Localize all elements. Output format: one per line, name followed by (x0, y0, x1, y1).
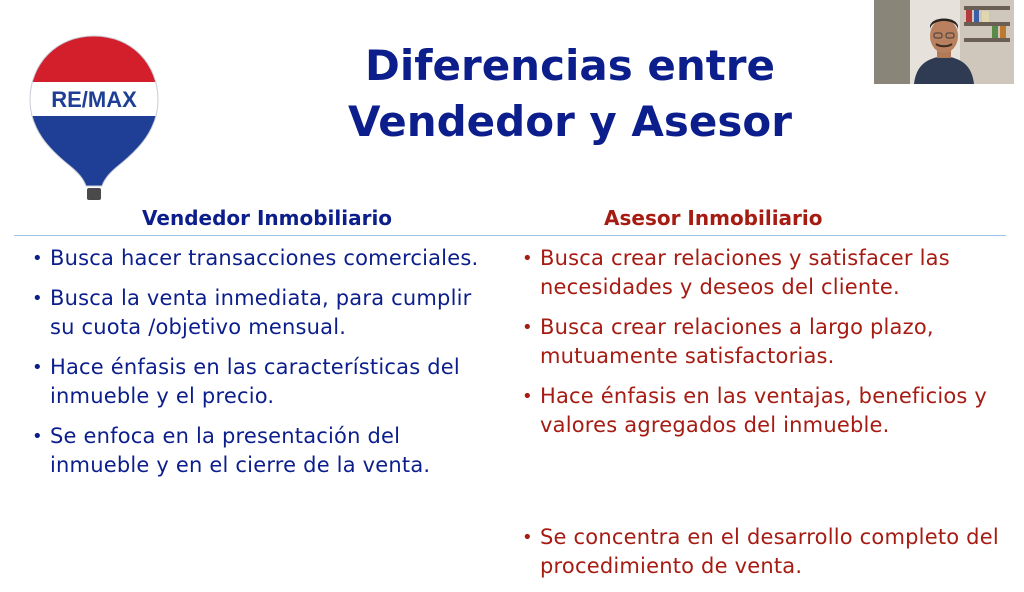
title-line-2: Vendedor y Asesor (348, 97, 792, 146)
heading-divider (14, 235, 1006, 236)
remax-balloon-logo (28, 34, 160, 204)
list-item: • Busca crear relaciones y satisfacer las necesidades y deseos del cliente. (522, 244, 1017, 302)
list-item: • Hace énfasis en las ventajas, beneficios y valores agregados del inmueble. (522, 382, 1017, 440)
column-heading-asesor: Asesor Inmobiliario (604, 206, 823, 230)
svg-text:RE/MAX: RE/MAX (51, 87, 137, 112)
list-item: • Busca la venta inmediata, para cumplir su cuota /objetivo mensual. (32, 284, 502, 342)
list-item: • Busca hacer transacciones comerciales. (32, 244, 502, 273)
slide-title (300, 38, 840, 150)
list-item: • Se concentra en el desarrollo completo del procedimiento de venta. (522, 523, 1017, 581)
list-item: • Hace énfasis en las características del inmueble y el precio. (32, 353, 502, 411)
title-line-1: Diferencias entre (364, 41, 776, 90)
list-item: • Se enfoca en la presentación del inmueble y en el cierre de la venta. (32, 422, 502, 480)
asesor-bullet-list (522, 244, 1017, 592)
list-item: • Busca crear relaciones a largo plazo, mutuamente satisfactorias. (522, 313, 1017, 371)
vendedor-bullet-list (32, 244, 502, 491)
presenter-video-icon (874, 0, 1014, 84)
presenter-video-feed[interactable] (874, 0, 1014, 84)
column-heading-vendedor: Vendedor Inmobiliario (142, 206, 393, 230)
